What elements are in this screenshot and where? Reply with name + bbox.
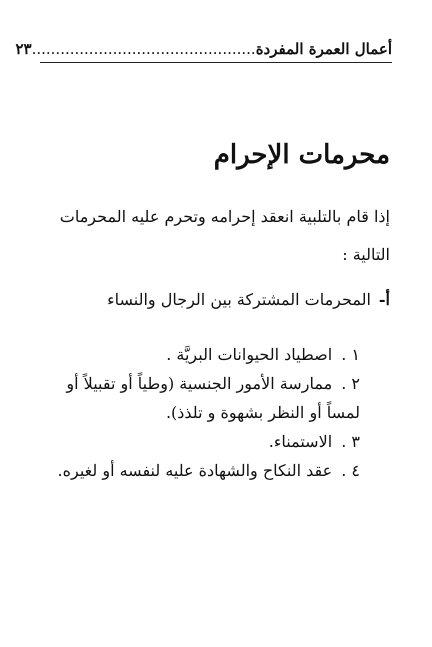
list-item (38, 427, 360, 456)
list-item-number: ٣ . (341, 432, 360, 451)
prohibitions-list (38, 340, 360, 485)
subheading-marker: أ- (378, 290, 390, 309)
list-item-text: عقد النكاح والشهادة عليه لنفسه أو لغيره. (57, 461, 333, 480)
intro-paragraph: إذا قام بالتلبية انعقد إحرامه وتحرم عليه المحرمات التالية : (59, 207, 390, 264)
running-header (15, 30, 392, 63)
list-item-number: ٤ . (341, 461, 360, 480)
list-item-text: ممارسة الأمور الجنسية (وطياً أو تقبيلاً أو لمساً أو النظر بشهوة و تلذذ). (66, 374, 360, 422)
section-title: محرمات الإحرام (213, 140, 390, 170)
header-title: أعمال العمرة المفردة (255, 40, 392, 58)
list-item (38, 456, 360, 485)
list-item (38, 340, 360, 369)
header-page-number-group (15, 40, 255, 58)
subheading-text: المحرمات المشتركة بين الرجال والنساء (107, 290, 371, 309)
subheading (40, 290, 390, 309)
header-leader-dots: ............................................... (31, 40, 256, 58)
list-item (38, 369, 360, 427)
list-item-text: الاستمناء. (268, 432, 333, 451)
header-page-number: ٢٣ (15, 40, 32, 58)
list-item-number: ٢ . (341, 374, 360, 393)
list-item-text: اصطياد الحيوانات البريَّة . (166, 345, 333, 364)
list-item-number: ١ . (341, 345, 360, 364)
